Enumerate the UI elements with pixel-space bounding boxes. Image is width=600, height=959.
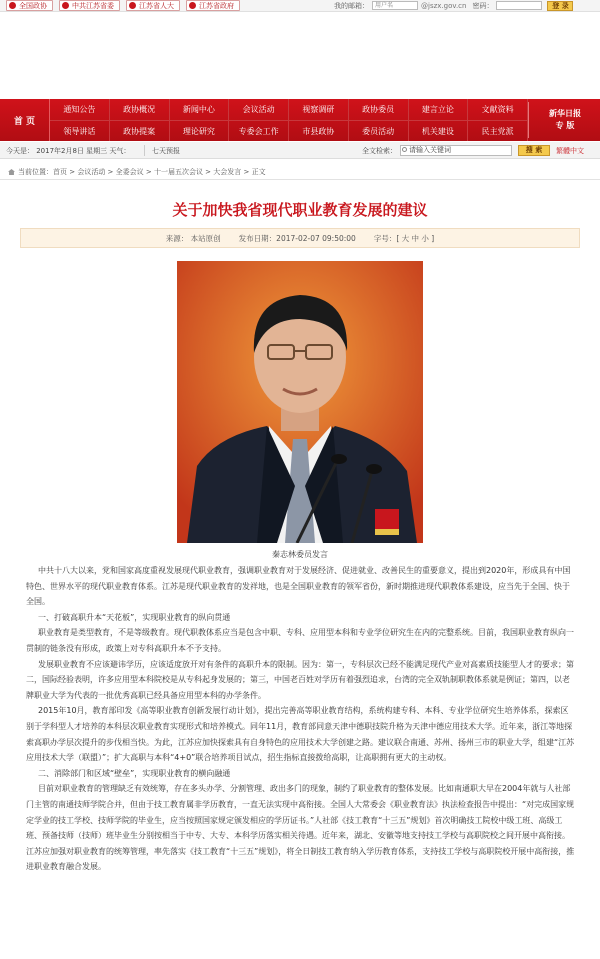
nav-item[interactable]: 机关建设 xyxy=(409,120,469,141)
divider xyxy=(0,179,600,180)
nav-item[interactable]: 会议活动 xyxy=(229,99,289,120)
nav-item[interactable]: 政协委员 xyxy=(349,99,409,120)
home-icon xyxy=(8,169,15,175)
nav-home[interactable]: 首 页 xyxy=(0,99,50,141)
nav-item[interactable]: 新闻中心 xyxy=(170,99,230,120)
speaker-photo xyxy=(177,261,423,543)
top-link-government[interactable]: 江苏省政府 xyxy=(186,0,240,11)
emblem-icon xyxy=(9,2,16,9)
search-input[interactable] xyxy=(400,145,512,156)
breadcrumb xyxy=(8,167,266,177)
top-link-congress[interactable]: 江苏省人大 xyxy=(126,0,180,11)
article-paragraph: 中共十八大以来，党和国家高度重视发展现代职业教育，强调职业教育对于发展经济、促进就业、改善民生的重要意义，提出到2020年，形成具有中国特色、世界水平的现代职业教育体系。江苏是现代职业教育的发祥地，也是全国职业教育的领军省份，新时期推进现代职教体系建设，应当先于全国、快于全国。 xyxy=(26,566,571,607)
nav-item[interactable]: 民主党派 xyxy=(468,120,528,141)
nav-item[interactable]: 政协提案 xyxy=(110,120,170,141)
search-placeholder: 请输入关键词 xyxy=(409,146,451,154)
top-links xyxy=(6,0,240,11)
search-label: 全文检索： xyxy=(362,147,397,155)
emblem-icon xyxy=(129,2,136,9)
article-paragraph: 发展职业教育不应该避讳学历，应该适度放开对有条件的高职升本的限制。因为：第一，专科层次已经不能满足现代产业对高素质技能型人才的要求；第二，国际经验表明，许多应用型本科院校是从专科起身发展的；第三，中国老百姓对学历有着强烈追求，台湾的完全双轨制职教体系就是例证；第四，以老牌职业大学为代表的一批优秀高职已经具备应用型本科的办学条件。 xyxy=(26,659,574,700)
password-input[interactable] xyxy=(496,1,542,10)
nav-item[interactable]: 理论研究 xyxy=(170,120,230,141)
speaker-illustration xyxy=(177,261,423,543)
search-button[interactable]: 搜 索 xyxy=(518,145,550,156)
username-input[interactable] xyxy=(372,1,418,10)
nav-item[interactable]: 视察调研 xyxy=(289,99,349,120)
photo-caption: 秦志林委员发言 xyxy=(272,550,328,559)
emblem-icon xyxy=(189,2,196,9)
article-date: 发布日期：2017-02-07 09:50:00 xyxy=(238,233,356,243)
nav-xinhua-line2: 专 版 xyxy=(555,121,575,130)
seven-day-forecast-link[interactable]: 七天预报 xyxy=(152,147,180,155)
article-paragraph: 目前对职业教育的管理缺乏有效统筹，存在多头办学、分割管理、政出多门的现象，制约了职业教育的整体发展。比如南通职大早在2004年就与人社部门主管的南通技师学院合并，但由于技工教育属非学历教育，一直无法实现中高衔接。全国人大常委会《职业教育法》执法检查报告中提出：“对完成国家规定学业的技工学校、技师学院的毕业生，应当按照国家规定颁发相应的学历证书。”人社部《技工教育“十三五”规划》首次明确技工院校中级工班、高级工班、预备技师（技师）班毕业生分别按相当于中专、大专、本科学历落实相关待遇。近年来，湖北、安徽等地支持技工学校与高职院校之间开展中高衔接。江苏应加强对职业教育的统筹管理，率先落实《技工教育“十三五”规划》，将全日制技工教育纳入学历教育体系，支持技工学校与高职院校开展中高衔接，推进职业教育融合发展。 xyxy=(26,784,575,872)
nav-grid xyxy=(50,99,528,141)
nav-item[interactable]: 委员活动 xyxy=(349,120,409,141)
article-section-heading: 二、消除部门和区域“壁垒”，实现职业教育的横向融通 xyxy=(38,768,231,778)
login-button[interactable]: 登 录 xyxy=(547,1,573,11)
nav-item[interactable]: 通知公告 xyxy=(50,99,110,120)
top-link-party[interactable]: 中共江苏省委 xyxy=(59,0,120,11)
divider xyxy=(144,145,145,156)
emblem-icon xyxy=(62,2,69,9)
nav-xinhua-daily[interactable] xyxy=(530,99,600,141)
font-size-switch[interactable]: 字号：[ 大 中 小 ] xyxy=(373,233,435,243)
article-meta xyxy=(20,228,580,248)
banner-area xyxy=(0,13,600,99)
nav-item[interactable]: 建言立论 xyxy=(409,99,469,120)
search-icon xyxy=(402,147,407,152)
top-link-cppcc[interactable]: 全国政协 xyxy=(6,0,53,11)
article-title: 关于加快我省现代职业教育发展的建议 xyxy=(172,201,428,219)
nav-xinhua-line1: 新华日报 xyxy=(549,109,581,118)
article-source: 来源： 本站原创 xyxy=(165,233,221,243)
nav-item[interactable]: 文献资料 xyxy=(468,99,528,120)
today-date: 今天是： 2017年2月8日 星期三 天气： xyxy=(6,147,131,155)
main-nav xyxy=(0,99,600,141)
password-label: 密码： xyxy=(472,1,494,10)
domain-suffix: @jszx.gov.cn xyxy=(421,1,467,10)
top-bar xyxy=(0,0,600,12)
nav-item[interactable]: 专委会工作 xyxy=(229,120,289,141)
nav-divider xyxy=(528,102,529,138)
article-section-heading: 一、打破高职升本“天花板”，实现职业教育的纵向贯通 xyxy=(38,612,231,622)
login-form xyxy=(334,0,573,11)
username-placeholder: 用户名 xyxy=(375,2,394,9)
traditional-chinese-link[interactable]: 繁體中文 xyxy=(556,147,584,155)
date-search-bar xyxy=(0,142,600,159)
nav-item[interactable]: 政协概况 xyxy=(110,99,170,120)
nav-item[interactable]: 领导讲话 xyxy=(50,120,110,141)
breadcrumb-text[interactable]: 当前位置：首页 > 会议活动 > 全委会议 > 十一届五次会议 > 大会发言 > 正文 xyxy=(18,168,266,176)
article-paragraph: 2015年10月，教育部印发《高等职业教育创新发展行动计划》，提出完善高等职业教育结构，系统构建专科、本科、专业学位研究生培养体系，探索区别于学科型人才培养的本科层次职业教育实现形式和培养模式。同年11月，教育部同意天津中德职技院升格为天津中德应用技术大学。近年来，浙江等地探索高职办学层次提升的步伐相当快。为此，江苏应加快探索具有自身特色的应用技术大学创建之路。建议联合南通、苏州、扬州三市的职业大学，组建“江苏应用技术大学（联盟）”；扩大高职与本科“4+0”联合培养项目试点，招生指标直接拨给高职，让高职拥有更大的主动权。 xyxy=(26,706,575,763)
mailbox-label: 我的邮箱： xyxy=(334,1,369,10)
article-paragraph: 职业教育是类型教育，不是等级教育。现代职教体系应当是包含中职、专科、应用型本科和专业学位研究生在内的完整系统。目前，我国职业教育纵向一贯制的链条没有形成，政策上对专科高职升本不予支持。 xyxy=(26,628,574,653)
nav-item[interactable]: 市县政协 xyxy=(289,120,349,141)
article-body xyxy=(26,563,576,875)
